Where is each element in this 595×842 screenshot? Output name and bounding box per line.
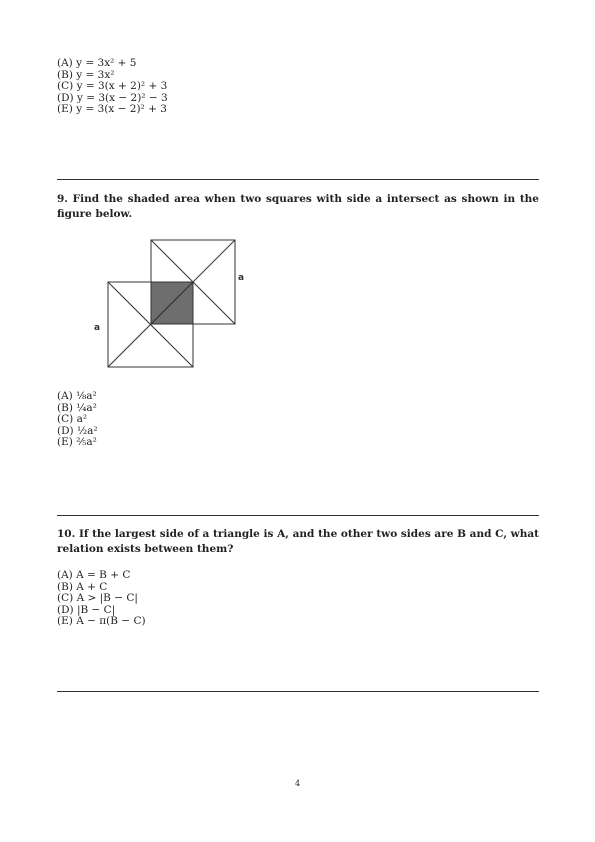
q8-option-b: (B) y = 3x² — [57, 68, 115, 81]
divider-rule — [57, 691, 539, 692]
q9-option-a: (A) ⅛a² — [57, 390, 97, 402]
intersecting-squares-diagram — [80, 236, 250, 371]
q10-option-d: (D) |B − C| — [57, 603, 116, 616]
q9-option-c: (C) a² — [57, 413, 88, 426]
side-label-right: a — [238, 273, 245, 283]
q10-text: 10. If the largest side of a triangle is A, and the other two sides are B and C, what relation exists between them? — [57, 528, 539, 555]
q10-option-a: (A) A = B + C — [57, 569, 131, 581]
divider-rule — [57, 179, 539, 180]
page-number: 4 — [294, 779, 301, 788]
q8-option-e: (E) y = 3(x − 2)² + 3 — [57, 103, 167, 116]
q9-figure — [80, 236, 250, 371]
q10-option-c: (C) A > |B − C| — [57, 592, 138, 605]
q9-option-e: (E) ⅖a² — [57, 436, 97, 449]
q9-option-d: (D) ½a² — [57, 424, 98, 437]
q9-option-b: (B) ¼a² — [57, 401, 97, 414]
q8-option-c: (C) y = 3(x + 2)² + 3 — [57, 80, 168, 93]
q9-options — [57, 391, 98, 449]
q8-option-a: (A) y = 3x² + 5 — [57, 57, 137, 69]
q9-text: 9. Find the shaded area when two squares with side a intersect as shown in the figure below. — [57, 193, 539, 220]
q10-option-e: (E) A − π(B − C) — [57, 615, 146, 628]
q8-options — [57, 58, 168, 116]
q8-option-d: (D) y = 3(x − 2)² − 3 — [57, 91, 168, 104]
side-label-left: a — [94, 323, 101, 333]
q10-option-b: (B) A + C — [57, 580, 108, 593]
q10-options — [57, 570, 146, 628]
divider-rule — [57, 515, 539, 516]
